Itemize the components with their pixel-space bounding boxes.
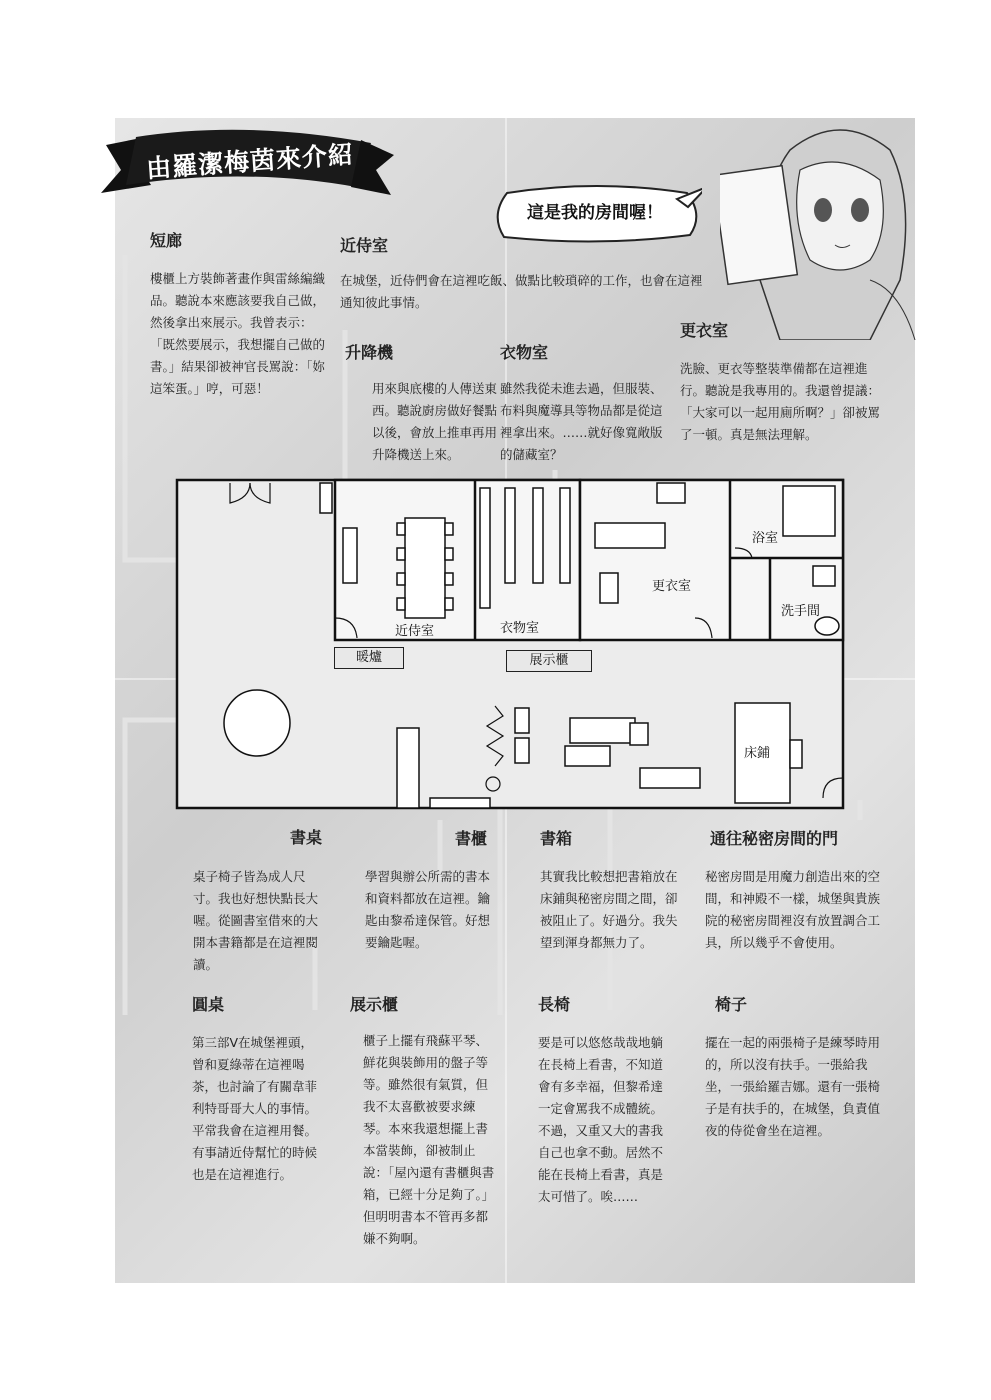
body-short-corridor: 樓櫃上方裝飾著畫作與雷絲編織品。聽說本來應該要我自己做，然後拿出來展示。我曾表示：「既然要展示，我想擺自己做的書。」結果卻被神官長罵說：「妳這笨蛋。」哼，可惡！ [150, 271, 326, 396]
heading-short-corridor: 短廊 [150, 231, 183, 250]
heading-chairs: 椅子 [715, 995, 748, 1014]
plan-label-bath: 浴室 [752, 531, 779, 546]
plan-label-dressing: 更衣室 [652, 579, 692, 594]
heading-bench: 長椅 [538, 995, 571, 1014]
heading-bookbox: 書箱 [540, 829, 573, 848]
body-secret-door: 秘密房間是用魔力創造出來的空間，和神殿不一樣，城堡與貴族院的秘密房間裡沒有放置調合工具，所以幾乎不會使用。 [705, 869, 881, 950]
plan-label-bed: 床鋪 [744, 746, 771, 761]
heading-dressing-room: 更衣室 [680, 321, 729, 340]
plan-label-wardrobe: 衣物室 [500, 621, 540, 636]
speech-text: 這是我的房間喔！ [527, 203, 663, 223]
body-dressing-room: 洗臉、更衣等整裝準備都在這裡進行。聽說是我專用的。我還曾提議：「大家可以一起用廁所啊？」卻被罵了一頓。真是無法理解。 [680, 361, 881, 442]
plan-label-attendant: 近侍室 [395, 624, 435, 639]
heading-desk: 書桌 [290, 828, 323, 847]
body-attendant-room: 在城堡，近侍們會在這裡吃飯、做點比較瑣碎的工作，也會在這裡通知彼此事情。 [340, 273, 703, 310]
body-bench: 要是可以悠悠哉哉地躺在長椅上看書，不知道會有多幸福，但黎希達一定會罵我不成體統。不過，又重又大的書我自己也拿不動。居然不能在長椅上看書，真是太可惜了。唉…… [538, 1035, 664, 1204]
heading-display-shelf: 展示櫃 [350, 995, 399, 1014]
plan-label-toilet: 洗手間 [781, 604, 821, 619]
body-lift: 用來與底樓的人傳送東西。聽說廚房做好餐點以後，會放上推車再用升降機送上來。 [372, 381, 498, 462]
body-chairs: 擺在一起的兩張椅子是練琴時用的，所以沒有扶手。一張給我坐，一張給羅吉娜。還有一張椅子是有扶手的，在城堡，負責值夜的侍從會坐在這裡。 [705, 1035, 881, 1138]
body-display-shelf: 櫃子上擺有飛蘇平琴、鮮花與裝飾用的盤子等等。雖然很有氣質，但我不太喜歡被要求練琴。本來我還想擺上書本當裝飾，卻被制止說：「屋內還有書櫃與書箱，已經十分足夠了。」但明明書本不管再多都嫌不夠啊。 [363, 1033, 495, 1246]
floor-plan [175, 478, 845, 811]
body-bookshelf: 學習與辦公所需的書本和資料都放在這裡。鑰匙由黎希達保管。好想要鑰匙喔。 [365, 869, 491, 950]
heading-wardrobe: 衣物室 [500, 343, 549, 362]
body-wardrobe: 雖然我從未進去過，但服裝、布料與魔導具等物品都是從這裡拿出來。……就好像寬敞版的儲藏室？ [500, 381, 663, 462]
heading-round-table: 圓桌 [192, 995, 225, 1014]
heading-lift: 升降機 [345, 343, 394, 362]
body-bookbox: 其實我比較想把書箱放在床鋪與秘密房間之間，卻被阻止了。好過分。我失望到渾身都無力了。 [540, 869, 678, 950]
plan-label-display: 展示櫃 [506, 650, 592, 672]
body-round-table: 第三部V在城堡裡頭，曾和夏綠蒂在這裡喝茶，也討論了有關韋菲利特哥哥大人的事情。平常我會在這裡用餐。有事請近侍幫忙的時候也是在這裡進行。 [192, 1035, 318, 1182]
heading-attendant-room: 近侍室 [340, 236, 389, 255]
page-title: 由羅潔梅茵來介紹 [145, 139, 355, 184]
heading-secret-door: 通往秘密房間的門 [710, 829, 839, 848]
body-desk: 桌子椅子皆為成人尺寸。我也好想快點長大喔。從圖書室借來的大開本書籍都是在這裡閱讀。 [193, 869, 319, 972]
heading-bookshelf: 書櫃 [455, 829, 488, 848]
plan-label-stove: 暖爐 [334, 647, 404, 669]
